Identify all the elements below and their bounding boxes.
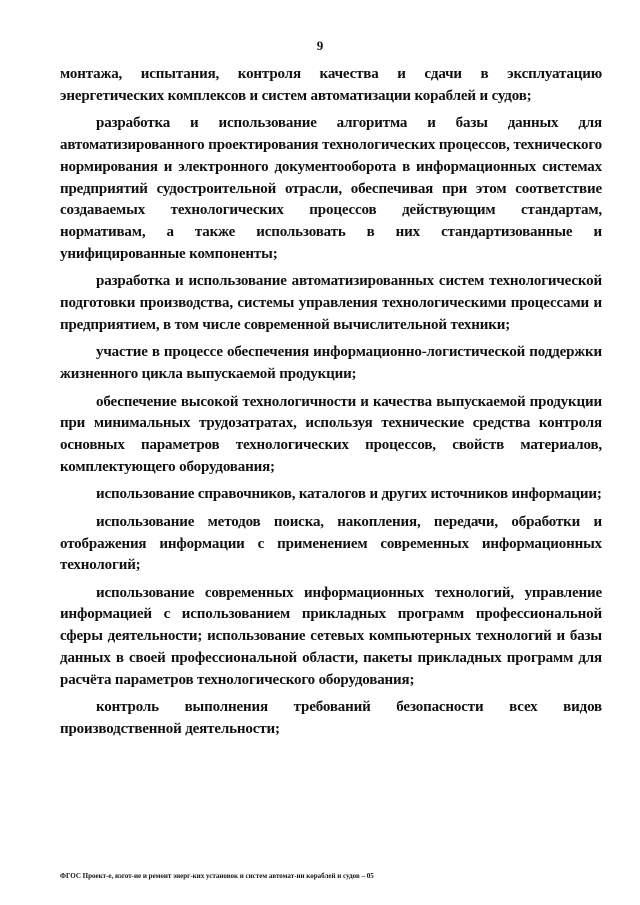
paragraph: участие в процессе обеспечения информационно-логистической поддержки жизненного цикла выпускаемой продукции;: [60, 344, 602, 383]
paragraph: обеспечение высокой технологичности и качества выпускаемой продукции при минимальных трудозатратах, используя технические средства контроля основных параметров технологических процессов, свойств материалов, комплектующего оборудования;: [60, 393, 602, 475]
document-body: [60, 64, 602, 746]
page-number: 9: [316, 38, 324, 53]
paragraph-continued: монтажа, испытания, контроля качества и сдачи в эксплуатацию энергетических комплексов и систем автоматизации кораблей и судов;: [60, 66, 602, 104]
paragraph: разработка и использование алгоритма и базы данных для автоматизированного проектирования технологических процессов, технического нормирования и электронного документооборота в информационных системах предприятий судостроительной отрасли, обеспечивая при этом соответствие создаваемых технологических процессов действующим стандартам, нормативам, а также использовать в них стандартизованные и унифицированные компоненты;: [60, 115, 602, 262]
paragraph: контроль выполнения требований безопасности всех видов производственной деятельности;: [60, 699, 602, 738]
paragraph: разработка и использование автоматизированных систем технологической подготовки производства, системы управления технологическими процессами и предприятием, в том числе современной вычислительной техники;: [60, 273, 602, 333]
paragraph: использование методов поиска, накопления, передачи, обработки и отображения информации с применением современных информационных технологий;: [60, 513, 602, 574]
paragraph: использование справочников, каталогов и других источников информации;: [96, 486, 602, 503]
paragraph: использование современных информационных технологий, управление информацией с использованием прикладных программ профессиональной сферы деятельности; использование сетевых компьютерных технологий и базы данных в своей профессиональной области, пакеты прикладных программ для расчёта параметров технологического оборудования;: [60, 584, 602, 688]
page-footer: ФГОС Проект-е, изгот-ие и ремонт энерг-ких установок и систем автомат-ии кораблей и судов – 05: [60, 872, 374, 880]
